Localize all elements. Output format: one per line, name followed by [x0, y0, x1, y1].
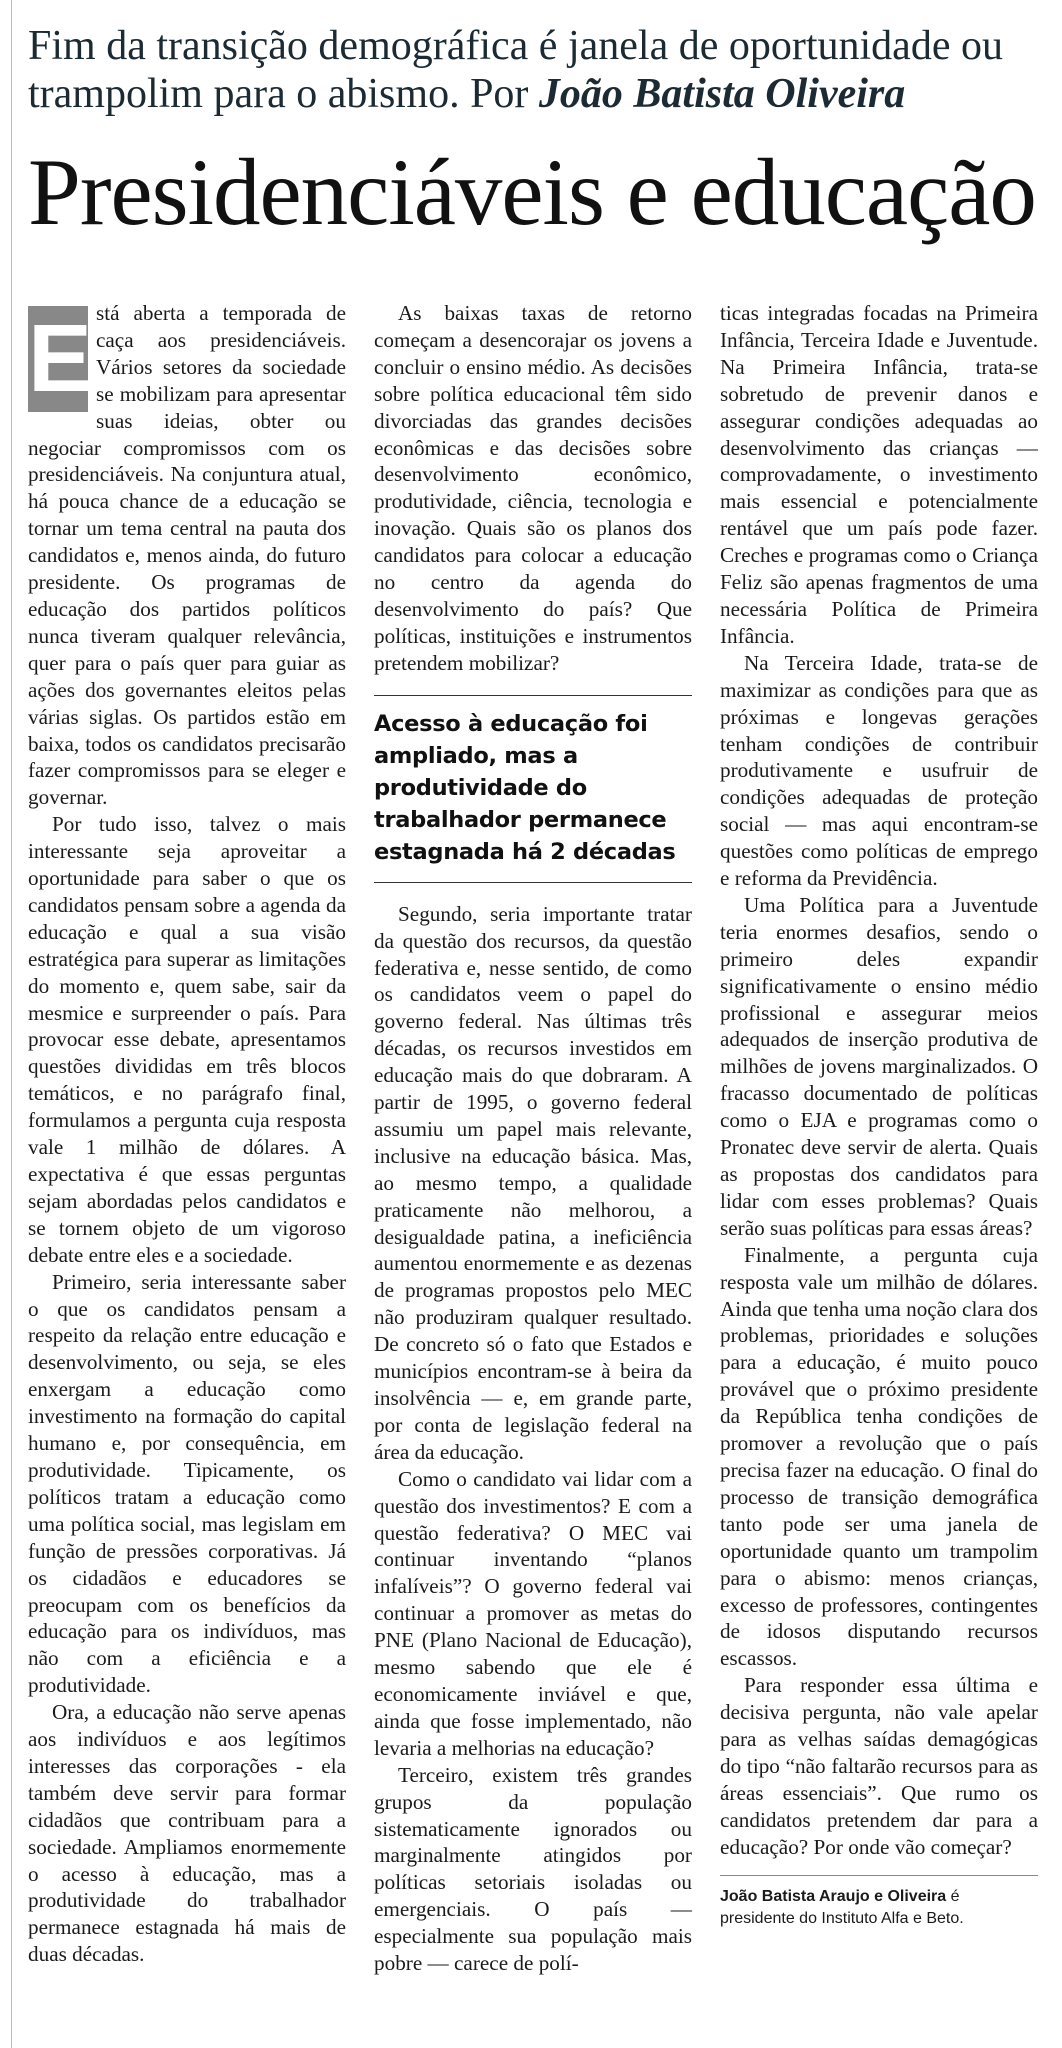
paragraph: Finalmente, a pergunta cuja resposta vale um milhão de dólares. Ainda que tenha uma noção clara dos problemas, prioridades e soluções para a educação, é muito pouco provável que o próximo presidente da República tenha condições de promover a revolução que o país precisa fazer na educação. O final do processo de transição demográfica tanto pode ser uma janela de oportunidade quanto um trampolim para o abismo: menos crianças, excesso de professores, contingentes de idosos disputando recursos escassos.	[720, 1242, 1038, 1671]
author-role: é presidente do Instituto Alfa e Beto.	[720, 1887, 964, 1927]
paragraph: Terceiro, existem três grandes grupos da população sistematicamente ignorados ou marginalmente atingidos por políticas setoriais isoladas ou emergenciais. O país — especialmente sua população mais pobre — carece de polí-	[374, 1762, 692, 1976]
paragraph: Por tudo isso, talvez o mais interessante seja aproveitar a oportunidade para saber o que os candidatos pensam sobre a agenda da educação e qual a sua visão estratégica para superar as limitações do momento e, quem sabe, sair da mesmice e surpreender o país. Para provocar esse debate, apresentamos questões divididas em três blocos temáticos, e no parágrafo final, formulamos a pergunta cuja resposta vale 1 milhão de dólares. A expectativa é que essas perguntas sejam abordadas pelos candidatos e se tornem objeto de um vigoroso debate entre eles e a sociedade.	[28, 812, 346, 1267]
author-bio	[720, 1875, 1038, 1930]
dropcap	[28, 305, 93, 412]
article	[28, 22, 1040, 1976]
dropcap-letter: E	[28, 305, 93, 412]
kicker-text: Fim da transição demográfica é janela de oportunidade ou trampolim para o abismo. Por	[28, 23, 1003, 117]
paragraph: Uma Política para a Juventude teria enormes desafios, sendo o primeiro deles expandir significativamente o ensino médio profissional e assegurar meios adequados de inserção produtiva de milhões de jovens marginalizados. O fracasso documentado de políticas como o EJA e programas como o Pronatec deve servir de alerta. Quais as propostas dos candidatos para lidar com esses problemas? Quais serão suas políticas para essas áreas?	[720, 892, 1038, 1240]
paragraph: As baixas taxas de retorno começam a desencorajar os jovens a concluir o ensino médio. As decisões sobre política educacional têm sido divorciadas das grandes decisões econômicas e das decisões sobre desenvolvimento econômico, produtividade, ciência, tecnologia e inovação. Quais são os planos dos candidatos para colocar a educação no centro da agenda do desenvolvimento do país? Que políticas, instituições e instrumentos pretendem mobilizar?	[374, 301, 692, 675]
paragraph: stá aberta a temporada de caça aos presidenciáveis. Vários setores da sociedade se mobilizam para apresentar suas ideias, obter ou negociar compromissos com os presidenciáveis. Na conjuntura atual, há pouca chance de a educação se tornar um tema central na pauta dos candidatos e, menos ainda, do futuro presidente. Os programas de educação dos partidos políticos nunca tiveram qualquer relevância, quer para o país quer para guiar as ações dos governantes eleitos pelas várias siglas. Os partidos estão em baixa, todos os candidatos precisarão fazer compromissos para se eleger e governar.	[28, 301, 346, 810]
column-2	[374, 300, 692, 1977]
column-3	[720, 300, 1038, 1930]
paragraph: Para responder essa última e decisiva pergunta, não vale apelar para as velhas saídas demagógicas do tipo “não faltarão recursos para as áreas essenciais”. Que rumo os candidatos pretendem dar para a educação? Por onde vão começar?	[720, 1673, 1038, 1859]
paragraph: ticas integradas focadas na Primeira Infância, Terceira Idade e Juventude. Na Primeira Infância, trata-se sobretudo de prevenir danos e assegurar condições adequadas ao desenvolvimento das crianças — comprovadamente, o investimento mais essencial e potencialmente rentável que um país pode fazer. Creches e programas como o Criança Feliz são apenas fragmentos de uma necessária Política de Primeira Infância.	[720, 301, 1038, 648]
paragraph: Na Terceira Idade, trata-se de maximizar as condições para que as próximas e longevas gerações tenham condições de contribuir produtivamente e usufruir de condições adequadas de proteção social — mas aqui encontram-se questões como políticas de emprego e reforma da Previdência.	[720, 650, 1038, 891]
column-1	[28, 300, 346, 1968]
paragraph: Segundo, seria importante tratar da questão dos recursos, da questão federativa e, nesse sentido, de como os candidatos veem o papel do governo federal. Nas últimas três décadas, os recursos investidos em educação mais do que dobraram. A partir de 1995, o governo federal assumiu um papel mais relevante, inclusive na educação básica. Mas, ao mesmo tempo, a qualidade praticamente não melhorou, a desigualdade patina, a ineficiência aumentou enormemente e as dezenas de programas propostos pelo MEC não produziram qualquer resultado. De concreto só o fato que Estados e municípios encontram-se à beira da insolvência — e, em grande parte, por conta de legislação federal na área da educação.	[374, 901, 692, 1464]
article-kicker	[28, 22, 1040, 118]
author-name: João Batista Araujo e Oliveira	[720, 1887, 947, 1905]
paragraph: Como o candidato vai lidar com a questão dos investimentos? E com a questão federativa? O MEC vai continuar inventando “planos infalíveis”? O governo federal vai continuar a promover as metas do PNE (Plano Nacional de Educação), mesmo sabendo que ele é economicamente inviável e que, ainda que fosse implementado, não levaria a melhorias na educação?	[374, 1466, 692, 1760]
kicker-byline: João Batista Oliveira	[538, 71, 906, 117]
paragraph: Primeiro, seria interessante saber o que os candidatos pensam a respeito da relação entre educação e desenvolvimento, ou seja, se eles enxergam a educação como investimento na formação do capital humano e, por consequência, em produtividade. Tipicamente, os políticos tratam a educação como uma política social, mas legislam em função de pressões corporativas. Já os cidadãos e educadores se preocupam com os benefícios da educação para os indivíduos, mas não com a eficiência e a produtividade.	[28, 1269, 346, 1698]
pull-quote: Acesso à educação foi ampliado, mas a produtividade do trabalhador permanece estagnada há 2 décadas	[374, 695, 692, 883]
article-headline: Presidenciáveis e educação	[28, 139, 1036, 245]
paragraph: Ora, a educação não serve apenas aos indivíduos e aos legítimos interesses das corporações - ela também deve servir para formar cidadãos que contribuam para a sociedade. Ampliamos enormemente o acesso à educação, mas a produtividade do trabalhador permanece estagnada há mais de duas décadas.	[28, 1700, 346, 1967]
page-left-rule	[11, 0, 12, 2048]
